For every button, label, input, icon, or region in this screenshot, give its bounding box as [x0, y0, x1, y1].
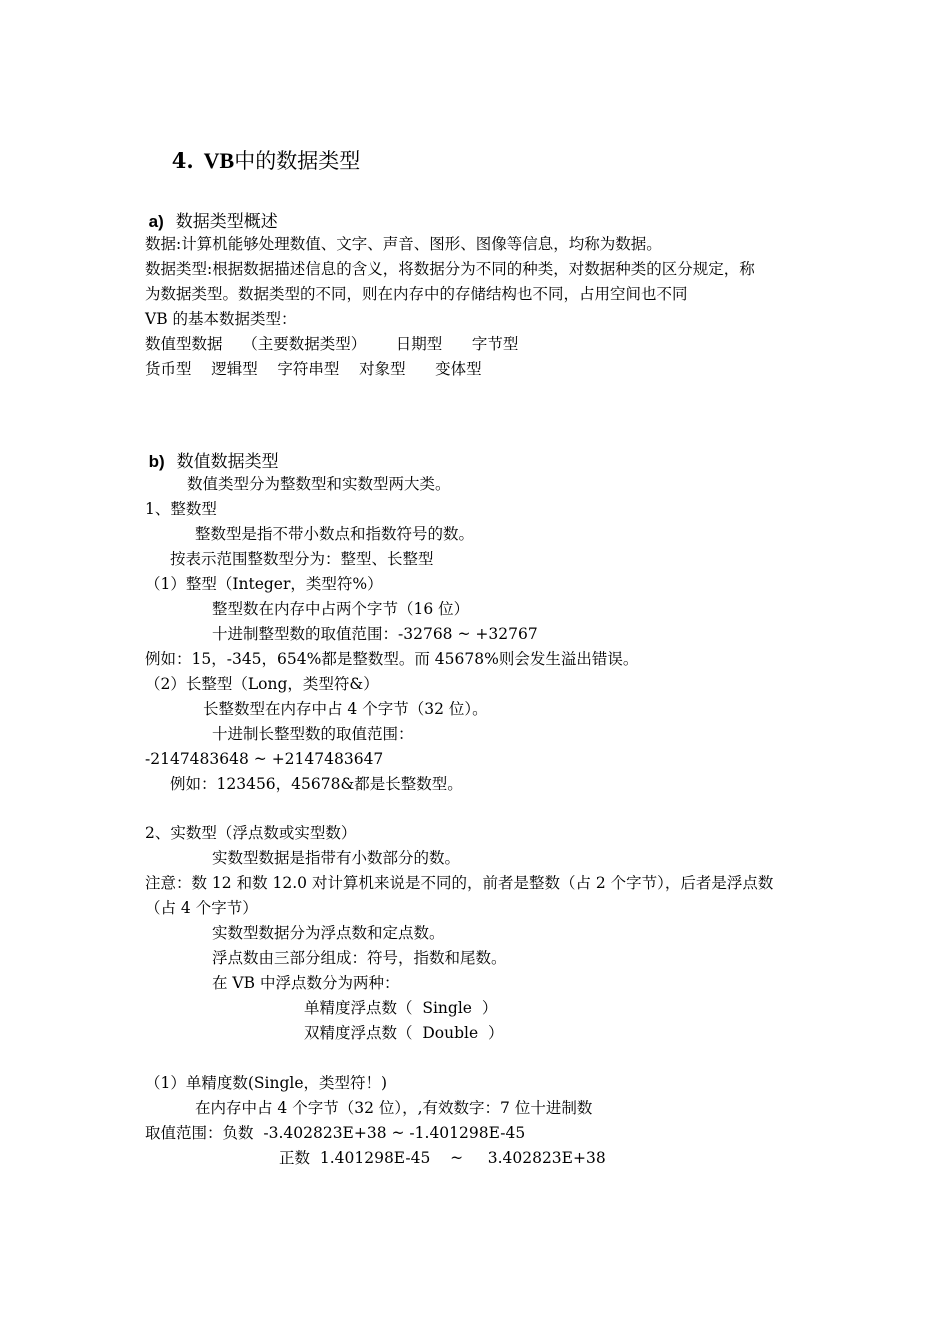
subheading-b-title: 数值数据类型	[176, 452, 279, 472]
paragraph-line: -2147483648 ~ +2147483647	[145, 750, 384, 768]
paragraph-line: 实数型数据分为浮点数和定点数。	[212, 924, 445, 942]
subheading-a-title: 数据类型概述	[175, 212, 278, 232]
paragraph-line: （1）整型（Integer，类型符%）	[145, 575, 383, 593]
paragraph-line: 取值范围：负数 -3.402823E+38 ~ -1.401298E-45	[145, 1124, 526, 1142]
paragraph-line: 十进制整型数的取值范围：-32768 ~ +32767	[212, 625, 538, 643]
paragraph-line: 在内存中占 4 个字节（32 位），,有效数字：7 位十进制数	[195, 1099, 593, 1117]
paragraph-line: 数值类型分为整数型和实数型两大类。	[187, 475, 451, 493]
heading-title: 中的数据类型	[234, 149, 361, 173]
paragraph-line: 数值型数据 （主要数据类型） 日期型 字节型	[145, 335, 519, 353]
paragraph-line: 数据:计算机能够处理数值、文字、声音、图形、图像等信息，均称为数据。	[145, 235, 662, 253]
paragraph-line: 实数型数据是指带有小数部分的数。	[212, 849, 461, 867]
heading-vb: VB	[203, 148, 235, 173]
paragraph-line: 例如：123456，45678&都是长整数型。	[170, 775, 463, 793]
paragraph-line: 长整数型在内存中占 4 个字节（32 位）。	[203, 700, 488, 718]
paragraph-line: VB 的基本数据类型：	[145, 310, 297, 328]
paragraph-line: 正数 1.401298E-45 ~ 3.402823E+38	[279, 1149, 606, 1167]
paragraph-line: （2）长整型（Long，类型符&）	[145, 675, 379, 693]
paragraph-line: 单精度浮点数（ Single ）	[304, 999, 498, 1017]
paragraph-line: 按表示范围整数型分为：整型、长整型	[170, 550, 434, 568]
paragraph-line: 整型数在内存中占两个字节（16 位）	[212, 600, 470, 618]
paragraph-line: 1、整数型	[145, 500, 217, 518]
heading-number: 4.	[171, 148, 194, 173]
paragraph-line: 2、实数型（浮点数或实型数）	[145, 824, 357, 842]
paragraph-line: （占 4 个字节）	[145, 899, 258, 917]
paragraph-line: 为数据类型。数据类型的不同，则在内存中的存储结构也不同，占用空间也不同	[145, 285, 688, 303]
paragraph-line: 整数型是指不带小数点和指数符号的数。	[195, 525, 475, 543]
paragraph-line: 浮点数由三部分组成：符号，指数和尾数。	[212, 949, 507, 967]
paragraph-line: 数据类型:根据数据描述信息的含义，将数据分为不同的种类，对数据种类的区分规定，称	[145, 260, 755, 278]
subheading-b-marker: b)	[148, 452, 165, 471]
paragraph-line: 双精度浮点数（ Double ）	[304, 1024, 504, 1042]
paragraph-line: 注意：数 12 和数 12.0 对计算机来说是不同的，前者是整数（占 2 个字节），后者是浮点数	[145, 874, 774, 892]
paragraph-line: 十进制长整型数的取值范围：	[212, 725, 414, 743]
paragraph-line: （1）单精度数(Single，类型符！)	[145, 1074, 388, 1092]
paragraph-line: 在 VB 中浮点数分为两种：	[212, 974, 400, 992]
subheading-a-marker: a)	[148, 212, 164, 231]
paragraph-line: 例如：15，-345，654%都是整数型。而 45678%则会发生溢出错误。	[145, 650, 639, 668]
paragraph-line: 货币型 逻辑型 字符串型 对象型 变体型	[145, 360, 482, 378]
